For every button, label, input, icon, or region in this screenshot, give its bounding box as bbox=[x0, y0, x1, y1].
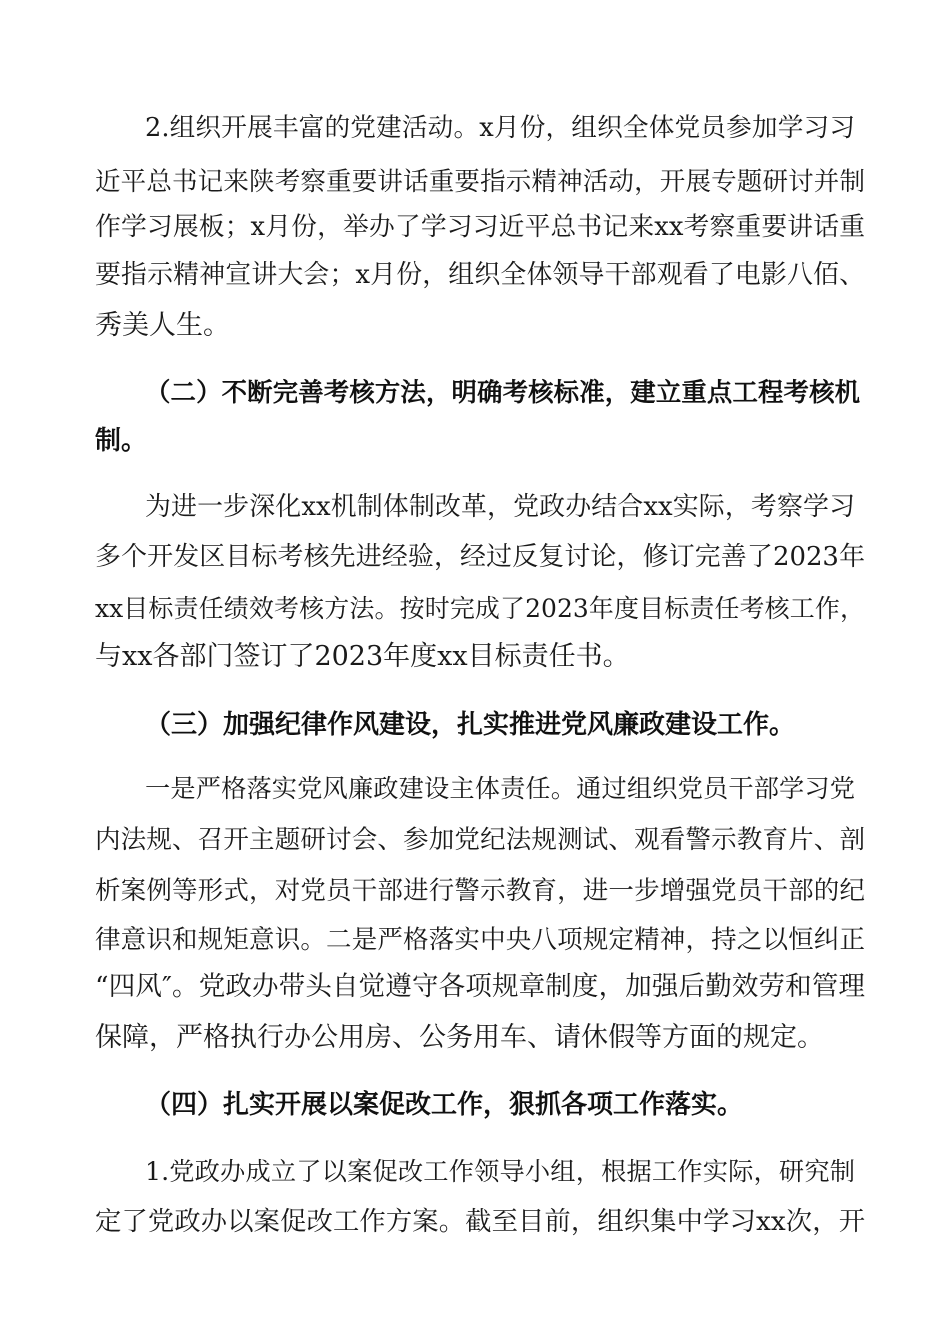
paragraph-discipline-line-2: 内法规、召开主题研讨会、参加党纪法规测试、观看警示教育片、剖 bbox=[95, 825, 865, 855]
paragraph-assessment-line-1: 为进一步深化xx机制体制改革，党政办结合xx实际，考察学习 bbox=[145, 492, 855, 522]
paragraph-discipline-line-1: 一是严格落实党风廉政建设主体责任。通过组织党员干部学习党 bbox=[145, 774, 855, 803]
section-heading-3: （三）加强纪律作风建设，扎实推进党风廉政建设工作。 bbox=[145, 710, 796, 740]
section-heading-4: （四）扎实开展以案促改工作，狠抓各项工作落实。 bbox=[145, 1090, 744, 1120]
paragraph-case-reform-line-2: 定了党政办以案促改工作方案。截至目前，组织集中学习xx次，开 bbox=[95, 1207, 865, 1237]
paragraph-discipline-line-6: 保障，严格执行办公用房、公务用车、请休假等方面的规定。 bbox=[95, 1022, 824, 1053]
paragraph-party-activities-line-2: 近平总书记来陕考察重要讲话重要指示精神活动，开展专题研讨并制 bbox=[95, 167, 865, 197]
paragraph-discipline-line-3: 析案例等形式，对党员干部进行警示教育，进一步增强党员干部的纪 bbox=[95, 876, 865, 906]
paragraph-assessment-line-2: 多个开发区目标考核先进经验，经过反复讨论，修订完善了2023年 bbox=[95, 542, 865, 572]
section-heading-2-line-2: 制。 bbox=[95, 426, 148, 456]
paragraph-party-activities-line-1: 2.组织开展丰富的党建活动。x月份，组织全体党员参加学习习 bbox=[145, 113, 855, 143]
paragraph-assessment-line-3: xx目标责任绩效考核方法。按时完成了2023年度目标责任考核工作， bbox=[95, 594, 865, 623]
paragraph-discipline-line-4: 律意识和规矩意识。二是严格落实中央八项规定精神，持之以恒纠正 bbox=[95, 925, 865, 955]
paragraph-case-reform-line-1: 1.党政办成立了以案促改工作领导小组，根据工作实际，研究制 bbox=[145, 1157, 855, 1186]
section-heading-2-line-1: （二）不断完善考核方法，明确考核标准，建立重点工程考核机 bbox=[145, 377, 860, 407]
paragraph-party-activities-line-3: 作学习展板；x月份，举办了学习习近平总书记来xx考察重要讲话重 bbox=[95, 212, 865, 242]
paragraph-discipline-line-5: “四风″。党政办带头自觉遵守各项规章制度，加强后勤效劳和管理 bbox=[95, 971, 865, 1002]
paragraph-party-activities-line-5: 秀美人生。 bbox=[95, 310, 230, 341]
paragraph-party-activities-line-4: 要指示精神宣讲大会；x月份，组织全体领导干部观看了电影八佰、 bbox=[95, 260, 865, 290]
paragraph-assessment-line-4: 与xx各部门签订了2023年度xx目标责任书。 bbox=[95, 641, 630, 672]
